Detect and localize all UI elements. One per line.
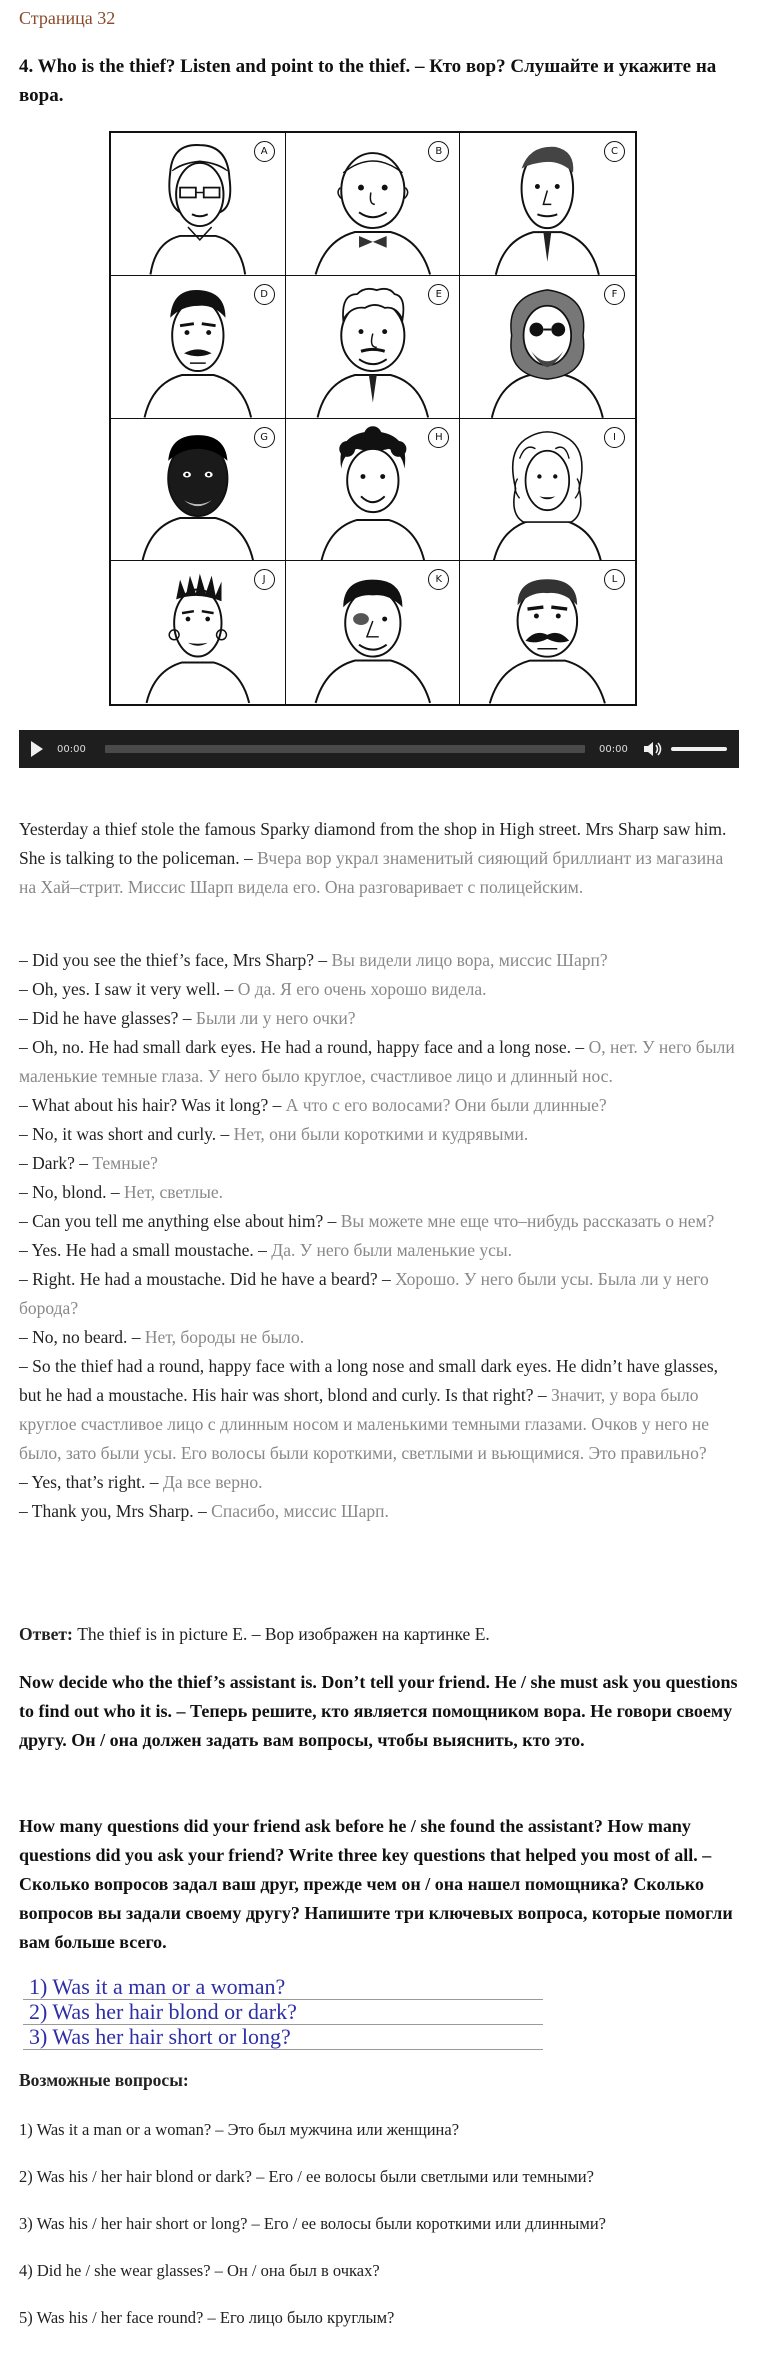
duration: 00:00 <box>599 743 628 755</box>
suspect-a <box>111 133 286 276</box>
dialog-en: – Yes, that’s right. – <box>19 1472 159 1492</box>
dialog-line <box>19 1352 739 1468</box>
handwritten-line: 2) Was her hair blond or dark? <box>23 2000 543 2025</box>
picture-letter: J <box>254 569 275 590</box>
dialog-en: – Yes. He had a small moustache. – <box>19 1240 267 1260</box>
picture-letter: A <box>254 141 275 162</box>
suspect-i <box>460 419 635 562</box>
picture-letter: I <box>604 427 625 448</box>
dialog-ru: Спасибо, миссис Шарп. <box>211 1501 389 1521</box>
audio-player <box>19 730 739 768</box>
dialog-line <box>19 1178 739 1207</box>
current-time: 00:00 <box>57 743 86 755</box>
suspect-d <box>111 276 286 419</box>
dialog-line <box>19 1091 739 1120</box>
dialog-line <box>19 1207 739 1236</box>
dialog-en: – So the thief had a round, happy face with a long nose and small dark eyes. He didn’t have glasses, but he had a moustache. His hair was short, blond and curly. Is that right? – <box>19 1356 719 1405</box>
volume-slider[interactable] <box>671 747 727 751</box>
suspects-picture <box>109 131 637 706</box>
picture-letter: C <box>604 141 625 162</box>
answer-text: The thief is in picture E. – Вор изображен на картинке E. <box>77 1624 490 1644</box>
dialog-ru: А что с его волосами? Они были длинные? <box>285 1095 607 1115</box>
dialog-en: – No, blond. – <box>19 1182 120 1202</box>
intro-paragraph <box>19 815 739 902</box>
intro-ru: Вчера вор украл знаменитый сияющий бриллиант из магазина на Хай–стрит. Миссис Шарп видела его. Она разговаривает с полицейским. <box>19 848 724 897</box>
dialog-ru: Значит, у вора было круглое счастливое лицо с длинным носом и маленькими темными глазами. Очков у него не было, зато были усы. Его волосы были короткими, светлыми и вьющимися. Это правильно? <box>19 1385 709 1463</box>
possible-question: 4) Did he / she wear glasses? – Он / она был в очках? <box>19 2261 380 2280</box>
possible-question: 1) Was it a man or a woman? – Это был мужчина или женщина? <box>19 2120 460 2139</box>
dialog-line <box>19 1265 739 1323</box>
dialog-en: – Can you tell me anything else about him? – <box>19 1211 337 1231</box>
dialog-line <box>19 1149 739 1178</box>
dialog-en: – Oh, yes. I saw it very well. – <box>19 979 234 999</box>
seek-bar[interactable] <box>105 745 585 753</box>
dialog-en: – Did you see the thief’s face, Mrs Sharp? – <box>19 950 328 970</box>
dialog-line <box>19 1120 739 1149</box>
dialog-ru: Нет, светлые. <box>124 1182 224 1202</box>
answer <box>19 1620 739 1649</box>
dialog-line <box>19 946 739 975</box>
dialog-en: – What about his hair? Was it long? – <box>19 1095 282 1115</box>
picture-letter: L <box>604 569 625 590</box>
picture-letter: E <box>428 284 449 305</box>
possible-question: 3) Was his / her hair short or long? – Его / ее волосы были короткими или длинными? <box>19 2214 606 2233</box>
dialog-line <box>19 1004 739 1033</box>
possible-questions-title: Возможные вопросы: <box>19 2070 189 2090</box>
page-label: Страница 32 <box>19 8 116 28</box>
dialog-en: – Thank you, Mrs Sharp. – <box>19 1501 207 1521</box>
dialog-en: – Right. He had a moustache. Did he have a beard? – <box>19 1269 391 1289</box>
task-3: How many questions did your friend ask before he / she found the assistant? How many questions did you ask your friend? Write three key questions that helped you most of all. – Сколько вопросов задал ваш друг, прежде чем он / она нашел помощника? Сколько вопросов вы задали своему другу? Напишите три ключевых вопроса, которые помогли вам больше всего. <box>19 1816 733 1952</box>
dialog-line <box>19 1468 739 1497</box>
task-2: Now decide who the thief’s assistant is. Don’t tell your friend. He / she must ask you questions to find out who it is. – Теперь решите, кто является помощником вора. Не говори своему другу. Он / она должен задать вам вопросы, чтобы выяснить, кто это. <box>19 1672 738 1750</box>
possible-question: 5) Was his / her face round? – Его лицо было круглым? <box>19 2308 395 2327</box>
picture-letter: H <box>428 427 449 448</box>
dialog-ru: Да все верно. <box>162 1472 263 1492</box>
dialog-en: – Did he have glasses? – <box>19 1008 192 1028</box>
dialog-en: – No, no beard. – <box>19 1327 141 1347</box>
dialog-ru: Вы можете мне еще что–нибудь рассказать о нем? <box>340 1211 715 1231</box>
picture-letter: K <box>428 569 449 590</box>
suspect-k <box>286 561 461 704</box>
handwritten-answers <box>23 1975 543 2050</box>
dialog-line <box>19 1323 739 1352</box>
dialog-ru: Хорошо. У него были усы. Была ли у него борода? <box>19 1269 709 1318</box>
play-icon[interactable] <box>31 741 43 757</box>
suspect-g <box>111 419 286 562</box>
dialog-line <box>19 975 739 1004</box>
dialog-ru: О, нет. У него были маленькие темные глаза. У него было круглое, счастливое лицо и длинный нос. <box>19 1037 735 1086</box>
dialog-line <box>19 1033 739 1091</box>
possible-questions-list <box>19 2120 739 2355</box>
possible-question: 2) Was his / her hair blond or dark? – Его / ее волосы были светлыми или темными? <box>19 2167 594 2186</box>
suspect-f <box>460 276 635 419</box>
picture-letter: B <box>428 141 449 162</box>
dialog-en: – No, it was short and curly. – <box>19 1124 230 1144</box>
suspect-b <box>286 133 461 276</box>
dialog-ru: Да. У него были маленькие усы. <box>271 1240 513 1260</box>
dialog-line <box>19 1497 739 1526</box>
dialog-ru: О да. Я его очень хорошо видела. <box>237 979 487 999</box>
suspect-h <box>286 419 461 562</box>
dialog-line <box>19 1236 739 1265</box>
dialog-ru: Нет, они были короткими и кудрявыми. <box>233 1124 529 1144</box>
picture-letter: D <box>254 284 275 305</box>
suspect-c <box>460 133 635 276</box>
task-title: 4. Who is the thief? Listen and point to the thief. – Кто вор? Слушайте и укажите на вора. <box>19 56 717 106</box>
dialog-ru: Вы видели лицо вора, миссис Шарп? <box>331 950 608 970</box>
suspect-e <box>286 276 461 419</box>
picture-letter: F <box>604 284 625 305</box>
dialog-en: – Dark? – <box>19 1153 89 1173</box>
picture-letter: G <box>254 427 275 448</box>
dialog-ru: Нет, бороды не было. <box>144 1327 305 1347</box>
suspect-l <box>460 561 635 704</box>
suspect-j <box>111 561 286 704</box>
dialog-en: – Oh, no. He had small dark eyes. He had a round, happy face and a long nose. – <box>19 1037 585 1057</box>
dialog <box>19 946 739 1526</box>
dialog-ru: Были ли у него очки? <box>195 1008 356 1028</box>
dialog-ru: Темные? <box>92 1153 158 1173</box>
handwritten-line: 3) Was her hair short or long? <box>23 2025 543 2050</box>
volume-icon[interactable] <box>643 741 663 757</box>
handwritten-line: 1) Was it a man or a woman? <box>23 1975 543 2000</box>
intro-en: Yesterday a thief stole the famous Sparky diamond from the shop in High street. Mrs Sharp saw him. She is talking to the policeman. – <box>19 819 727 868</box>
answer-label: Ответ: <box>19 1624 73 1644</box>
